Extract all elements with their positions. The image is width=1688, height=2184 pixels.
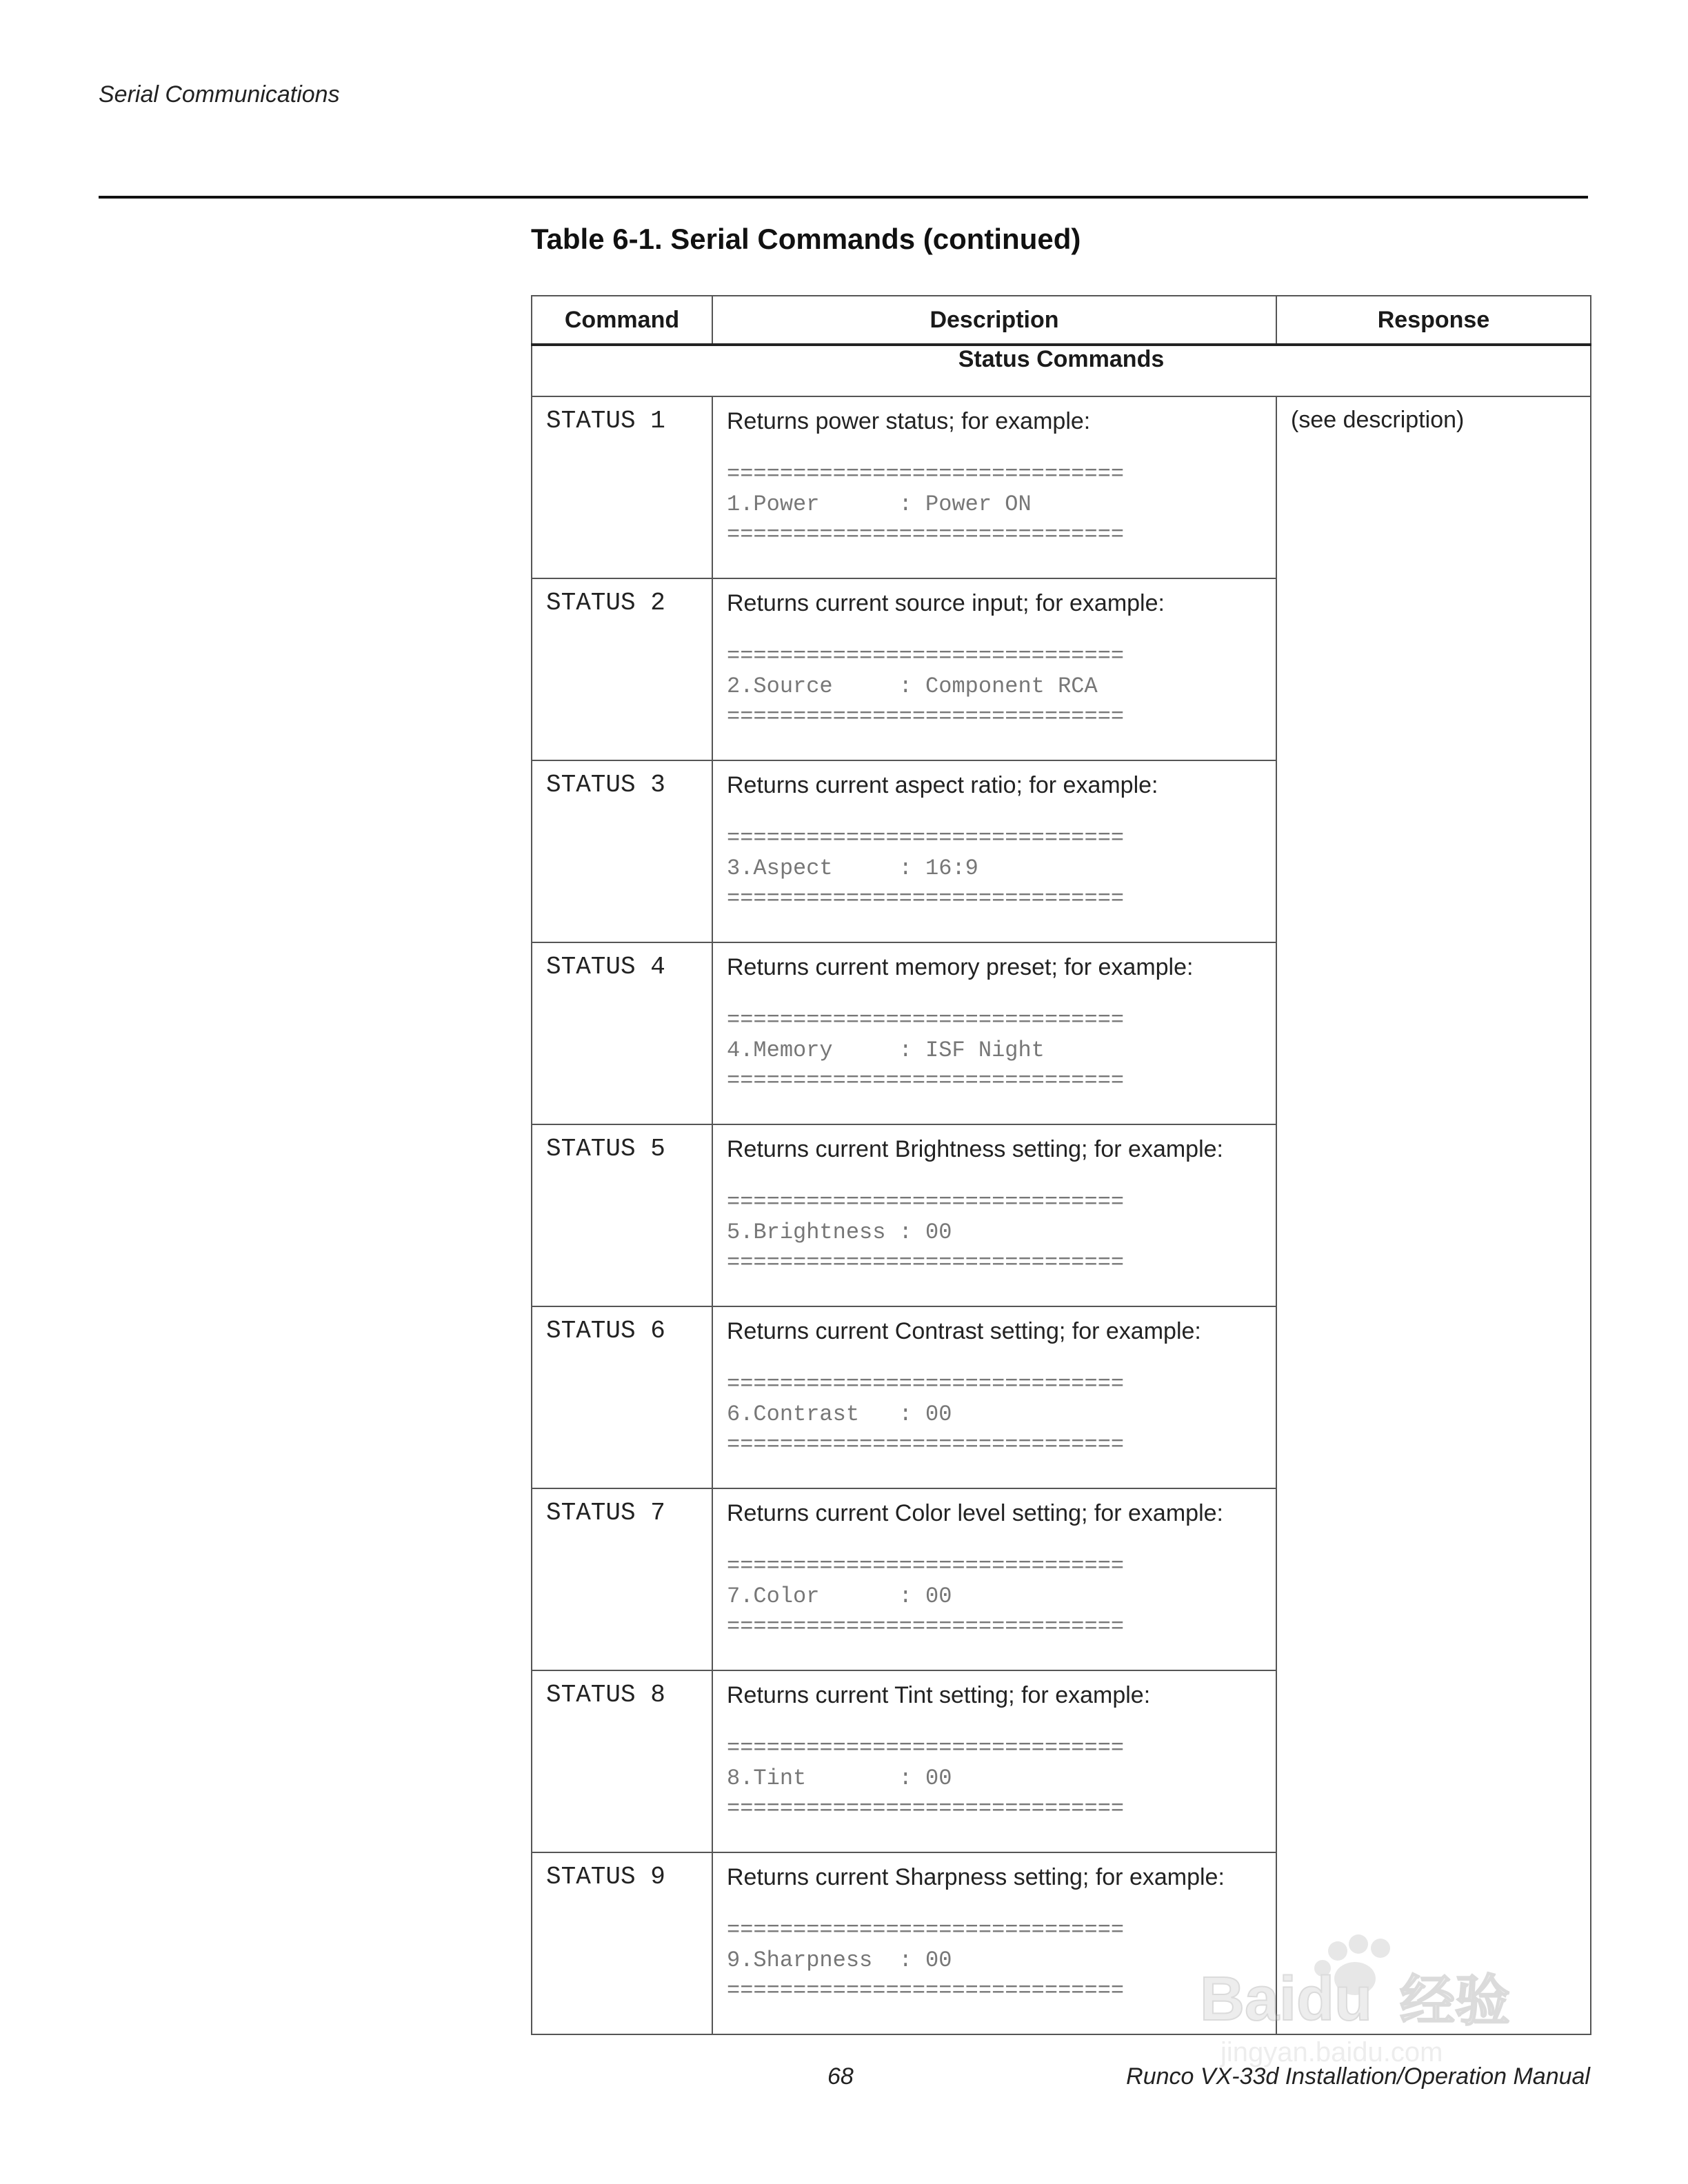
example-output xyxy=(727,459,1276,550)
description-cell xyxy=(712,578,1276,760)
description-cell xyxy=(712,942,1276,1124)
command-cell: STATUS 8 xyxy=(532,1670,712,1852)
table-row xyxy=(532,396,1591,578)
example-line: 4.Memory : ISF Night xyxy=(727,1038,1045,1063)
description-text: Returns current Contrast setting; for example: xyxy=(727,1318,1201,1344)
command-cell: STATUS 7 xyxy=(532,1488,712,1670)
example-line: 9.Sharpness : 00 xyxy=(727,1948,952,1973)
description-cell xyxy=(712,1124,1276,1306)
description-text: Returns current source input; for example: xyxy=(727,590,1165,616)
example-line: 3.Aspect : 16:9 xyxy=(727,856,978,881)
command-cell: STATUS 1 xyxy=(532,396,712,578)
example-separator: ============================== xyxy=(727,1371,1125,1397)
command-cell: STATUS 9 xyxy=(532,1852,712,2034)
example-line: 6.Contrast : 00 xyxy=(727,1402,952,1427)
svg-text:Baidu: Baidu xyxy=(1200,1965,1373,2034)
example-separator: ============================== xyxy=(727,1007,1125,1033)
example-separator: ============================== xyxy=(727,704,1125,729)
description-cell xyxy=(712,1306,1276,1488)
example-output xyxy=(727,1005,1276,1096)
baidu-watermark xyxy=(1200,1930,1586,2068)
svg-text:经验: 经验 xyxy=(1400,1969,1510,2033)
description-cell xyxy=(712,1488,1276,1670)
description-text: Returns current Sharpness setting; for example: xyxy=(727,1864,1225,1890)
command-cell: STATUS 2 xyxy=(532,578,712,760)
example-separator: ============================== xyxy=(727,1432,1125,1457)
description-text: Returns current Brightness setting; for example: xyxy=(727,1136,1223,1162)
example-output xyxy=(727,1915,1276,2006)
example-separator: ============================== xyxy=(727,522,1125,547)
description-text: Returns power status; for example: xyxy=(727,408,1091,434)
command-cell: STATUS 3 xyxy=(532,760,712,942)
header-rule xyxy=(99,196,1588,199)
description-cell xyxy=(712,396,1276,578)
header-description: Description xyxy=(712,296,1276,345)
page-number: 68 xyxy=(827,2063,854,2090)
example-separator: ============================== xyxy=(727,1796,1125,1821)
example-separator: ============================== xyxy=(727,643,1125,669)
example-line: 2.Source : Component RCA xyxy=(727,674,1098,699)
description-text: Returns current memory preset; for example: xyxy=(727,954,1194,980)
description-text: Returns current Tint setting; for example: xyxy=(727,1682,1151,1708)
svg-text:jingyan.baidu.com: jingyan.baidu.com xyxy=(1220,2037,1443,2067)
serial-commands-table xyxy=(531,295,1591,2035)
section-header: Serial Communications xyxy=(99,81,340,108)
example-separator: ============================== xyxy=(727,1250,1125,1275)
section-row xyxy=(532,345,1591,396)
example-output xyxy=(727,823,1276,914)
command-cell: STATUS 4 xyxy=(532,942,712,1124)
table-title: Table 6-1. Serial Commands (continued) xyxy=(531,223,1081,255)
example-separator: ============================== xyxy=(727,1735,1125,1761)
table-header-row xyxy=(532,296,1591,345)
example-output xyxy=(727,1733,1276,1824)
description-cell xyxy=(712,1670,1276,1852)
example-separator: ============================== xyxy=(727,1978,1125,2003)
example-line: 7.Color : 00 xyxy=(727,1584,952,1609)
example-output xyxy=(727,1187,1276,1278)
example-separator: ============================== xyxy=(727,1614,1125,1639)
section-label: Status Commands xyxy=(532,345,1591,396)
header-command: Command xyxy=(532,296,712,345)
example-line: 8.Tint : 00 xyxy=(727,1766,952,1791)
description-cell xyxy=(712,760,1276,942)
response-cell: (see description) xyxy=(1276,396,1591,2034)
command-cell: STATUS 6 xyxy=(532,1306,712,1488)
example-separator: ============================== xyxy=(727,1189,1125,1215)
example-separator: ============================== xyxy=(727,1068,1125,1093)
example-separator: ============================== xyxy=(727,886,1125,911)
description-cell xyxy=(712,1852,1276,2034)
example-line: 5.Brightness : 00 xyxy=(727,1220,952,1245)
example-separator: ============================== xyxy=(727,1917,1125,1943)
example-line: 1.Power : Power ON xyxy=(727,492,1032,517)
header-response: Response xyxy=(1276,296,1591,345)
example-output xyxy=(727,1551,1276,1642)
example-output xyxy=(727,1369,1276,1460)
example-output xyxy=(727,641,1276,732)
command-cell: STATUS 5 xyxy=(532,1124,712,1306)
example-separator: ============================== xyxy=(727,825,1125,851)
example-separator: ============================== xyxy=(727,461,1125,487)
description-text: Returns current Color level setting; for example: xyxy=(727,1500,1223,1526)
manual-title: Runco VX-33d Installation/Operation Manual xyxy=(1126,2063,1590,2090)
example-separator: ============================== xyxy=(727,1553,1125,1579)
description-text: Returns current aspect ratio; for example: xyxy=(727,772,1158,798)
